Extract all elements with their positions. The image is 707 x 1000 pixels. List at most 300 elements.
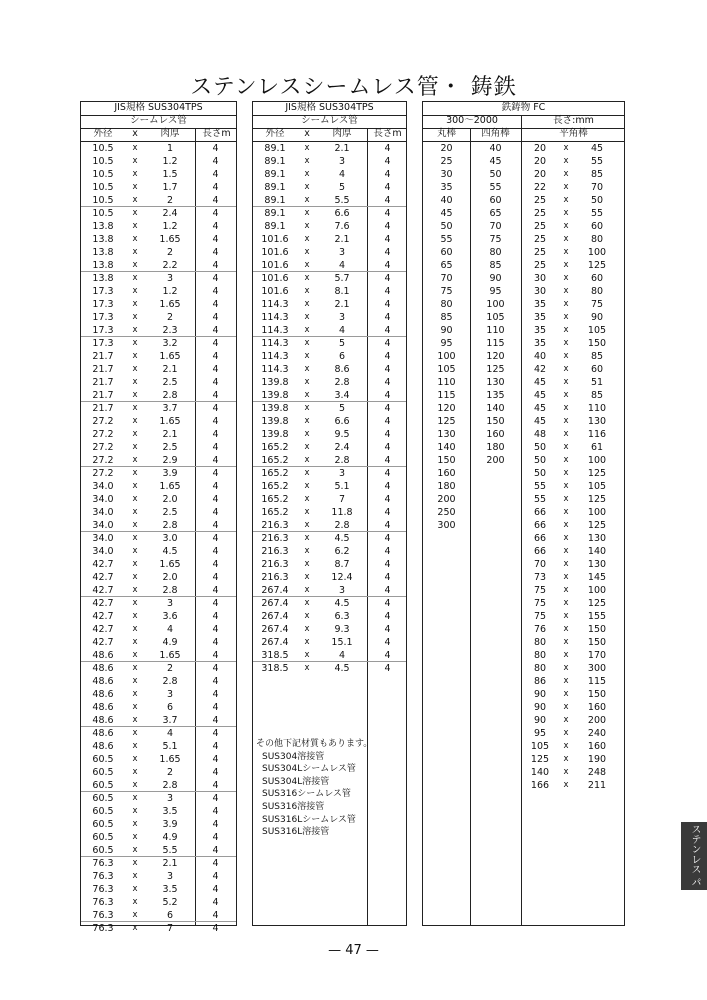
od-value: 21.7 [92, 403, 114, 414]
od-value: 139.8 [261, 390, 289, 401]
length-value: 4 [384, 481, 391, 492]
thickness-value: 2.8 [162, 585, 178, 596]
od-value: 114.3 [261, 299, 289, 310]
length-value: 4 [384, 338, 391, 349]
section-tab: ステンレス パイプ [681, 822, 707, 890]
thickness-value: 6.6 [334, 416, 350, 427]
table-row [81, 883, 236, 896]
x-sep: x [132, 468, 138, 478]
x-sep: x [563, 260, 569, 270]
x-sep: x [563, 182, 569, 192]
table-row [423, 415, 624, 428]
od-value: 89.1 [264, 156, 286, 167]
table-row [253, 181, 406, 194]
od-value: 165.2 [261, 468, 289, 479]
x-sep: x [563, 143, 569, 153]
x-sep: x [132, 845, 138, 855]
length-value: 4 [212, 559, 219, 570]
x-sep: x [132, 624, 138, 634]
table-row [253, 519, 406, 532]
flat-bar-width: 130 [587, 533, 607, 544]
thickness-value: 3 [166, 689, 174, 700]
table-row [423, 519, 624, 532]
header-length: 長さm [373, 128, 402, 139]
flat-bar-thickness: 66 [533, 507, 547, 518]
thickness-value: 2 [166, 663, 174, 674]
x-sep: x [132, 780, 138, 790]
thickness-value: 1.65 [159, 299, 181, 310]
od-value: 17.3 [92, 312, 114, 323]
length-value: 4 [212, 442, 219, 453]
flat-bar-thickness: 20 [533, 169, 547, 180]
flat-bar-thickness: 90 [533, 689, 547, 700]
od-value: 60.5 [92, 793, 114, 804]
table-row [423, 311, 624, 324]
x-sep: x [563, 455, 569, 465]
length-value: 4 [212, 689, 219, 700]
length-value: 4 [212, 637, 219, 648]
table-row [423, 701, 624, 714]
flat-bar-thickness: 75 [533, 585, 547, 596]
table-row [253, 220, 406, 233]
round-bar-size: 200 [437, 494, 456, 505]
length-value: 4 [384, 156, 391, 167]
x-sep: x [304, 455, 310, 465]
thickness-value: 1.65 [159, 481, 181, 492]
flat-bar-width: 211 [587, 780, 607, 791]
length-value: 4 [212, 624, 219, 635]
table-row [423, 194, 624, 207]
od-value: 10.5 [92, 156, 114, 167]
x-sep: x [304, 351, 310, 361]
table-row [253, 194, 406, 207]
thickness-value: 2.9 [162, 455, 178, 466]
flat-bar-width: 160 [587, 741, 607, 752]
flat-bar-width: 116 [587, 429, 607, 440]
length-value: 4 [212, 221, 219, 232]
length-value: 4 [212, 715, 219, 726]
thickness-value: 2.8 [334, 520, 350, 531]
flat-bar-thickness: 73 [533, 572, 547, 583]
table-row [253, 389, 406, 402]
square-bar-size: 150 [486, 416, 505, 427]
x-sep: x [563, 598, 569, 608]
length-value: 4 [212, 897, 219, 908]
od-value: 34.0 [92, 520, 114, 531]
od-value: 21.7 [92, 364, 114, 375]
table-row [423, 376, 624, 389]
x-sep: x [132, 754, 138, 764]
thickness-value: 5.2 [162, 897, 178, 908]
length-value: 4 [212, 923, 219, 934]
x-sep: x [563, 390, 569, 400]
round-bar-size: 120 [437, 403, 456, 414]
thickness-value: 8.6 [334, 364, 350, 375]
length-value: 4 [212, 676, 219, 687]
x-sep: x [563, 572, 569, 582]
flat-bar-thickness: 45 [533, 377, 547, 388]
flat-bar-width: 130 [587, 559, 607, 570]
table-row [423, 623, 624, 636]
od-value: 48.6 [92, 650, 114, 661]
od-value: 114.3 [261, 312, 289, 323]
flat-bar-width: 75 [590, 299, 604, 310]
table-row [81, 610, 236, 623]
thickness-value: 7.6 [334, 221, 350, 232]
notes-intro: その他下記材質もあります。 [256, 739, 373, 749]
od-value: 139.8 [261, 416, 289, 427]
x-sep: x [563, 156, 569, 166]
length-value: 4 [384, 455, 391, 466]
thickness-value: 3.9 [162, 468, 178, 479]
table-row [423, 545, 624, 558]
od-value: 21.7 [92, 377, 114, 388]
table-row [253, 168, 406, 181]
x-sep: x [304, 403, 310, 413]
table-row [81, 220, 236, 233]
thickness-value: 2.0 [162, 494, 178, 505]
flat-bar-thickness: 140 [530, 767, 550, 778]
thickness-value: 4.5 [334, 533, 350, 544]
length-value: 4 [212, 832, 219, 843]
table-row [81, 480, 236, 493]
x-sep: x [563, 520, 569, 530]
length-value: 4 [384, 351, 391, 362]
round-bar-size: 250 [437, 507, 456, 518]
length-value: 4 [212, 663, 219, 674]
table-row [253, 454, 406, 467]
table-row [253, 246, 406, 259]
x-sep: x [132, 312, 138, 322]
square-bar-size: 200 [486, 455, 505, 466]
table-row [81, 259, 236, 272]
x-sep: x [132, 767, 138, 777]
flat-bar-width: 110 [587, 403, 607, 414]
length-value: 4 [212, 910, 219, 921]
thickness-value: 4.5 [334, 598, 350, 609]
length-label: 長さ:mm [553, 115, 594, 126]
length-value: 4 [212, 793, 219, 804]
table-row [253, 233, 406, 246]
flat-bar-thickness: 66 [533, 520, 547, 531]
square-bar-size: 120 [486, 351, 505, 362]
flat-bar-width: 145 [587, 572, 607, 583]
od-value: 60.5 [92, 845, 114, 856]
table-row [81, 337, 236, 350]
x-sep: x [132, 182, 138, 192]
round-bar-size: 95 [440, 338, 453, 349]
table-row [423, 493, 624, 506]
table-row [81, 857, 236, 870]
flat-bar-thickness: 66 [533, 533, 547, 544]
length-value: 4 [212, 494, 219, 505]
thickness-value: 3.5 [162, 884, 178, 895]
x-sep: x [132, 585, 138, 595]
od-value: 34.0 [92, 481, 114, 492]
x-sep: x [304, 195, 310, 205]
x-sep: x [563, 234, 569, 244]
flat-bar-thickness: 75 [533, 598, 547, 609]
length-value: 4 [212, 208, 219, 219]
length-value: 4 [212, 169, 219, 180]
thickness-value: 3 [166, 871, 174, 882]
od-value: 48.6 [92, 663, 114, 674]
header-thickness: 肉厚 [332, 128, 352, 139]
thickness-value: 2.2 [162, 260, 178, 271]
thickness-value: 9.3 [334, 624, 350, 635]
table-row [423, 584, 624, 597]
table-row [81, 623, 236, 636]
x-sep: x [304, 468, 310, 478]
od-value: 165.2 [261, 442, 289, 453]
x-sep: x [132, 559, 138, 569]
table-row [423, 441, 624, 454]
thickness-value: 3.7 [162, 715, 178, 726]
table-row [81, 428, 236, 441]
table-row [81, 311, 236, 324]
length-value: 4 [212, 585, 219, 596]
thickness-value: 5 [338, 338, 346, 349]
od-value: 60.5 [92, 780, 114, 791]
x-sep: x [132, 416, 138, 426]
table-row [81, 779, 236, 792]
square-bar-size: 130 [486, 377, 505, 388]
length-value: 4 [384, 260, 391, 271]
table-row [81, 233, 236, 246]
table-row [423, 636, 624, 649]
table-row [253, 402, 406, 415]
flat-bar-width: 51 [590, 377, 604, 388]
table-row [81, 350, 236, 363]
x-sep: x [563, 364, 569, 374]
table-row [253, 415, 406, 428]
table-row [253, 298, 406, 311]
thickness-value: 2.4 [162, 208, 178, 219]
od-value: 76.3 [92, 897, 114, 908]
x-sep: x [304, 182, 310, 192]
table-row [81, 558, 236, 571]
x-sep: x [304, 169, 310, 179]
od-value: 101.6 [261, 247, 289, 258]
length-value: 4 [212, 338, 219, 349]
table-row [253, 337, 406, 350]
table-row [81, 246, 236, 259]
table-row [81, 363, 236, 376]
od-value: 21.7 [92, 351, 114, 362]
od-value: 42.7 [92, 611, 114, 622]
table-row [253, 623, 406, 636]
length-value: 4 [212, 520, 219, 531]
length-value: 4 [212, 325, 219, 336]
round-bar-size: 40 [440, 195, 453, 206]
od-value: 60.5 [92, 832, 114, 843]
x-sep: x [132, 507, 138, 517]
x-sep: x [132, 520, 138, 530]
od-value: 13.8 [92, 247, 114, 258]
round-bar-size: 55 [440, 234, 453, 245]
length-value: 4 [384, 637, 391, 648]
x-sep: x [132, 819, 138, 829]
x-sep: x [304, 208, 310, 218]
flat-bar-thickness: 30 [533, 273, 547, 284]
table-row [81, 740, 236, 753]
thickness-value: 4.5 [334, 663, 350, 674]
thickness-value: 5 [338, 182, 346, 193]
od-value: 13.8 [92, 221, 114, 232]
length-value: 4 [384, 299, 391, 310]
flat-bar-width: 150 [587, 624, 607, 635]
thickness-value: 11.8 [331, 507, 353, 518]
table-row [253, 350, 406, 363]
square-bar-size: 75 [489, 234, 502, 245]
od-value: 42.7 [92, 585, 114, 596]
x-sep: x [304, 260, 310, 270]
x-sep: x [563, 299, 569, 309]
flat-bar-thickness: 30 [533, 286, 547, 297]
x-sep: x [132, 455, 138, 465]
x-sep: x [132, 611, 138, 621]
od-value: 10.5 [92, 169, 114, 180]
x-sep: x [132, 637, 138, 647]
od-value: 60.5 [92, 806, 114, 817]
thickness-value: 5.1 [334, 481, 350, 492]
length-value: 4 [384, 312, 391, 323]
table-row [423, 727, 624, 740]
x-sep: x [304, 286, 310, 296]
table-row [423, 363, 624, 376]
od-value: 76.3 [92, 923, 114, 934]
x-sep: x [304, 377, 310, 387]
table-row [81, 272, 236, 285]
thickness-value: 6 [166, 910, 174, 921]
x-sep: x [563, 533, 569, 543]
note-item: SUS304Lシームレス管 [262, 764, 356, 775]
flat-bar-thickness: 80 [533, 650, 547, 661]
table-row [81, 389, 236, 402]
length-value: 4 [384, 429, 391, 440]
length-value: 4 [384, 416, 391, 427]
thickness-value: 3 [166, 793, 174, 804]
x-sep: x [132, 403, 138, 413]
round-bar-size: 100 [437, 351, 456, 362]
od-value: 42.7 [92, 598, 114, 609]
thickness-value: 7 [338, 494, 346, 505]
flat-bar-thickness: 40 [533, 351, 547, 362]
od-value: 267.4 [261, 585, 289, 596]
thickness-value: 4.9 [162, 637, 178, 648]
length-value: 4 [212, 767, 219, 778]
length-value: 4 [384, 221, 391, 232]
thickness-value: 1.65 [159, 351, 181, 362]
od-value: 267.4 [261, 598, 289, 609]
length-value: 4 [384, 390, 391, 401]
x-sep: x [563, 169, 569, 179]
table-row [423, 181, 624, 194]
x-sep: x [304, 247, 310, 257]
od-value: 76.3 [92, 871, 114, 882]
thickness-value: 4.9 [162, 832, 178, 843]
length-value: 4 [212, 416, 219, 427]
table-row [81, 584, 236, 597]
thickness-value: 15.1 [331, 637, 353, 648]
table-row [253, 493, 406, 506]
thickness-value: 1 [166, 143, 174, 154]
x-sep: x [563, 637, 569, 647]
length-value: 4 [384, 442, 391, 453]
table-row [423, 207, 624, 220]
table-row [253, 532, 406, 545]
thickness-value: 4 [166, 728, 174, 739]
x-sep: x [563, 338, 569, 348]
table-row [81, 506, 236, 519]
length-value: 4 [212, 546, 219, 557]
square-bar-size: 70 [489, 221, 502, 232]
pipe-table-1 [80, 101, 237, 934]
length-value: 4 [212, 377, 219, 388]
flat-bar-thickness: 55 [533, 481, 547, 492]
x-sep: x [563, 403, 569, 413]
round-bar-size: 180 [437, 481, 456, 492]
od-value: 13.8 [92, 234, 114, 245]
flat-bar-width: 100 [587, 455, 607, 466]
x-sep: x [304, 390, 310, 400]
round-bar-size: 300 [437, 520, 456, 531]
round-bar-size: 160 [437, 468, 456, 479]
length-value: 4 [212, 299, 219, 310]
od-value: 27.2 [92, 468, 114, 479]
x-sep: x [563, 663, 569, 673]
table-row [81, 727, 236, 740]
thickness-value: 2 [166, 247, 174, 258]
x-sep: x [132, 429, 138, 439]
x-sep: x [563, 312, 569, 322]
x-sep: x [563, 689, 569, 699]
table-row [423, 688, 624, 701]
flat-bar-width: 60 [590, 221, 604, 232]
table1-spec: JIS規格 SUS304TPS [81, 102, 236, 116]
thickness-value: 1.2 [162, 221, 178, 232]
x-sep: x [132, 702, 138, 712]
note-item: SUS316シームレス管 [262, 789, 351, 800]
x-sep: x [132, 715, 138, 725]
x-sep: x [563, 442, 569, 452]
x-sep: x [132, 728, 138, 738]
x-sep: x [132, 286, 138, 296]
table-row [423, 285, 624, 298]
length-value: 4 [384, 234, 391, 245]
thickness-value: 2 [166, 312, 174, 323]
x-sep: x [304, 611, 310, 621]
length-value: 4 [212, 234, 219, 245]
x-sep: x [132, 390, 138, 400]
thickness-value: 3 [338, 585, 346, 596]
flat-bar-width: 50 [590, 195, 604, 206]
length-value: 4 [384, 169, 391, 180]
length-value: 4 [384, 364, 391, 375]
table-row [423, 467, 624, 480]
table-row [253, 441, 406, 454]
table-row [423, 428, 624, 441]
round-bar-size: 65 [440, 260, 453, 271]
od-value: 34.0 [92, 546, 114, 557]
thickness-value: 2.5 [162, 442, 178, 453]
length-value: 4 [384, 208, 391, 219]
flat-bar-thickness: 25 [533, 208, 547, 219]
header-length: 長さm [202, 128, 231, 139]
thickness-value: 2.1 [162, 429, 178, 440]
od-value: 10.5 [92, 182, 114, 193]
square-bar-size: 50 [489, 169, 502, 180]
